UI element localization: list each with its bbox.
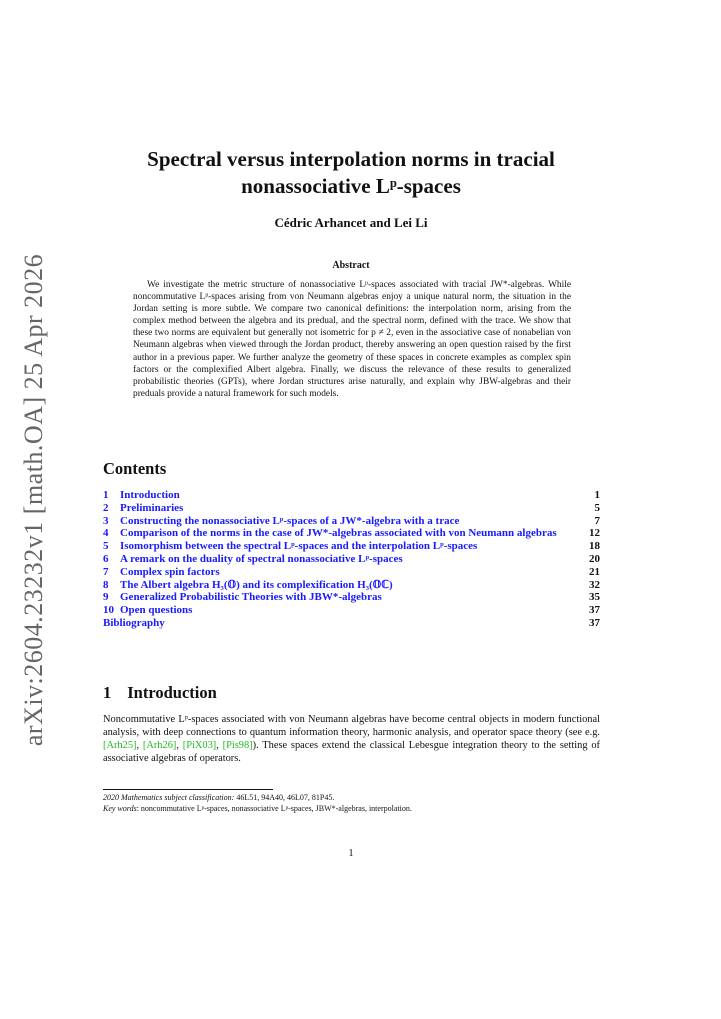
footnote-kw-label: Key words bbox=[103, 803, 137, 813]
toc-entry[interactable] bbox=[103, 604, 600, 617]
toc-number: 7 bbox=[103, 565, 109, 578]
title-line-1: Spectral versus interpolation norms in tracial bbox=[147, 147, 555, 171]
toc-title-link[interactable]: Bibliography bbox=[103, 616, 165, 629]
title-line-2: nonassociative Lᵖ-spaces bbox=[241, 174, 461, 198]
toc-page: 5 bbox=[594, 501, 600, 514]
footnote-keywords bbox=[103, 804, 600, 815]
toc-number: 4 bbox=[103, 527, 109, 540]
toc-entry[interactable] bbox=[103, 527, 600, 540]
toc-page: 1 bbox=[594, 489, 600, 501]
section-heading bbox=[103, 683, 217, 703]
toc-title-link[interactable]: Open questions bbox=[120, 604, 193, 617]
arxiv-identifier-text: arXiv:2604.23232v1 [math.OA] 25 Apr 2026 bbox=[19, 253, 48, 747]
abstract-text: We investigate the metric structure of nonassociative Lᵖ-spaces associated with tracial JW*-algebras. While noncommutative Lᵖ-spaces arising from von Neumann algebras enjoy a unique natural norm, the situation in the Jordan setting is more subtle. We compare two canonical definitions: the interpolation norm, arising from the complex method between the algebra and its predual, and the spectral norm, defined with the trace. We show that these two norms are equivalent but generally not isometric for p ≠ 2, even in the associative case of nonabelian von Neumann algebras when viewed through the Jordan product, thereby answering an open question raised by the first author in a previous paper. We further analyze the geometry of these spaces in concrete examples as complex spin factors or the complexified Albert algebra. Finally, we discuss the relevance of these results to generalized probabilistic theories (GPTs), where Jordan structures arise naturally, and explain why JBW-algebras and their preduals provide a natural framework for such models. bbox=[133, 280, 571, 399]
contents-heading: Contents bbox=[103, 459, 167, 478]
citation-link[interactable]: [Arh26] bbox=[142, 740, 177, 751]
citation-link[interactable]: [PiX03] bbox=[182, 740, 217, 751]
toc-entry[interactable] bbox=[103, 502, 600, 515]
toc-title-link[interactable]: A remark on the duality of spectral nonassociative Lᵖ-spaces bbox=[120, 552, 403, 565]
toc-page: 21 bbox=[589, 565, 600, 578]
toc-number: 10 bbox=[103, 604, 114, 617]
toc-title-link[interactable]: The Albert algebra H₃(𝕆) and its complexification H₃(𝕆ℂ) bbox=[120, 578, 393, 591]
intro-paragraph: Noncommutative Lᵖ-spaces associated with von Neumann algebras have become central objects in modern functional analysis, with deep connections to quantum information theory, harmonic analysis, and operator space theory (see e.g. [Arh25], [Arh26], [PiX03], [Pis98]). These spaces extend the classical Lebesgue integration theory to the setting of associative algebras of operators. bbox=[103, 714, 600, 764]
intro-text-after: ). These spaces extend the classical Lebesgue integration theory to the setting of associative algebras of operators. bbox=[103, 740, 600, 764]
footnote-msc-value: 46L51, 94A40, 46L07, 81P45. bbox=[234, 793, 335, 802]
toc-page: 32 bbox=[589, 578, 600, 591]
footnotes bbox=[103, 793, 600, 814]
toc-page: 7 bbox=[594, 514, 600, 527]
intro-text-before: Noncommutative Lᵖ-spaces associated with von Neumann algebras have become central objects in modern functional analysis, with deep connections to quantum information theory, harmonic analysis, and operator space theory (see e.g. bbox=[103, 714, 600, 738]
toc-number: 2 bbox=[103, 501, 109, 514]
citation-link[interactable]: [Pis98] bbox=[222, 740, 253, 751]
footnote-kw-value: : noncommutative Lᵖ-spaces, nonassociative Lᵖ-spaces, JBW*-algebras, interpolation. bbox=[136, 803, 412, 813]
toc-page: 20 bbox=[589, 552, 600, 565]
toc-page: 37 bbox=[589, 604, 600, 617]
toc-title-link[interactable]: Comparison of the norms in the case of JW*-algebras associated with von Neumann algebras bbox=[120, 527, 557, 540]
toc-title-link[interactable]: Introduction bbox=[120, 489, 180, 501]
section-title: Introduction bbox=[127, 683, 217, 702]
authors: Cédric Arhancet and Lei Li bbox=[274, 215, 428, 230]
toc-page: 12 bbox=[589, 527, 600, 540]
toc-entry[interactable] bbox=[103, 553, 600, 566]
toc-number: 9 bbox=[103, 591, 109, 604]
toc-entry[interactable] bbox=[103, 540, 600, 553]
toc-number: 8 bbox=[103, 578, 109, 591]
toc-number: 5 bbox=[103, 540, 109, 553]
toc-number: 6 bbox=[103, 552, 109, 565]
toc-page: 35 bbox=[589, 591, 600, 604]
toc-entry[interactable] bbox=[103, 579, 600, 592]
toc-number: 1 bbox=[103, 489, 109, 501]
footnote-rule bbox=[103, 789, 273, 790]
footnote-msc-label: 2020 Mathematics subject classification: bbox=[103, 793, 235, 802]
toc-title-link[interactable]: Generalized Probabilistic Theories with JBW*-algebras bbox=[120, 591, 382, 604]
toc-number: 3 bbox=[103, 514, 109, 527]
toc-entry[interactable] bbox=[103, 591, 600, 604]
toc-title-link[interactable]: Constructing the nonassociative Lᵖ-spaces of a JW*-algebra with a trace bbox=[120, 514, 460, 527]
toc-entry[interactable] bbox=[103, 489, 600, 502]
abstract-heading: Abstract bbox=[332, 260, 370, 271]
footnote-msc bbox=[103, 793, 600, 804]
toc-page: 18 bbox=[589, 540, 600, 553]
toc-title-link[interactable]: Isomorphism between the spectral Lᵖ-spaces and the interpolation Lᵖ-spaces bbox=[120, 540, 478, 553]
toc-entry[interactable] bbox=[103, 566, 600, 579]
toc-title-link[interactable]: Complex spin factors bbox=[120, 565, 220, 578]
section-number: 1 bbox=[103, 683, 112, 702]
paper-title bbox=[100, 146, 602, 200]
toc-entry-bibliography[interactable] bbox=[103, 617, 600, 630]
toc-entry[interactable] bbox=[103, 515, 600, 528]
citation-link[interactable]: [Arh25] bbox=[103, 740, 137, 751]
toc-page: 37 bbox=[589, 616, 600, 629]
toc-title-link[interactable]: Preliminaries bbox=[120, 501, 184, 514]
page-number: 1 bbox=[348, 848, 354, 859]
table-of-contents bbox=[103, 489, 600, 630]
arxiv-identifier bbox=[14, 253, 54, 747]
